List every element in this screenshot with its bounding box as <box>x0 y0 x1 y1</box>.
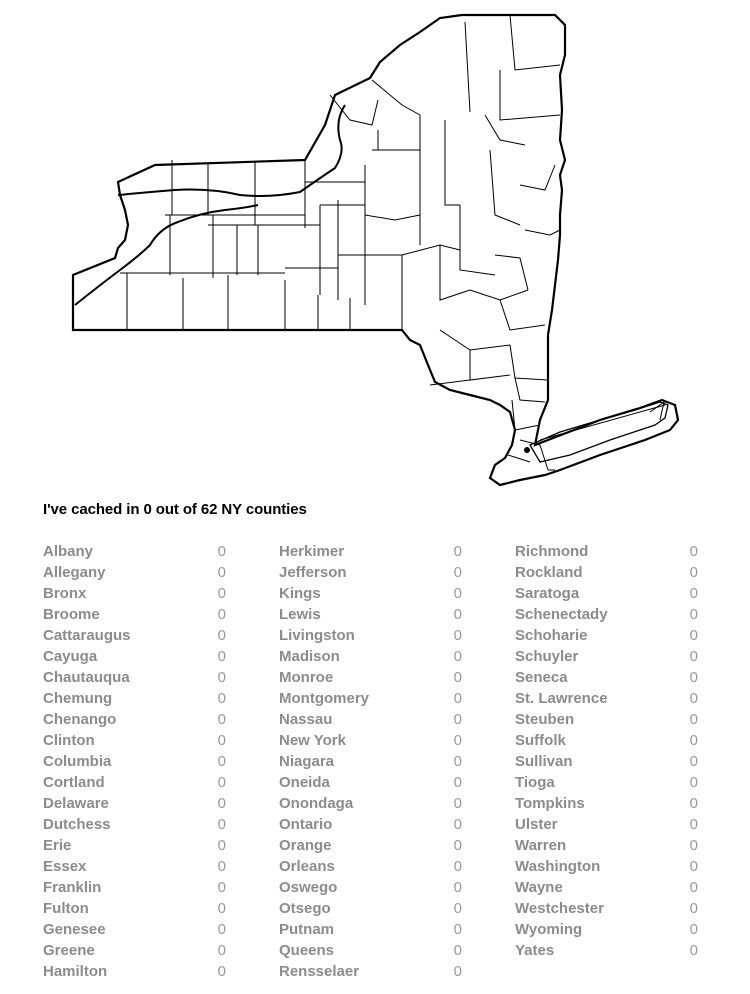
county-name: Essex <box>43 858 87 875</box>
county-count: 0 <box>217 585 226 602</box>
county-row <box>43 648 226 669</box>
county-name: Yates <box>515 942 555 959</box>
county-row <box>43 753 226 774</box>
county-row <box>515 711 698 732</box>
county-row <box>43 669 226 690</box>
county-row <box>515 816 698 837</box>
county-row <box>515 585 698 606</box>
county-row <box>515 732 698 753</box>
county-name: Wyoming <box>515 921 583 938</box>
county-row <box>515 774 698 795</box>
county-count: 0 <box>217 753 226 770</box>
county-count: 0 <box>689 879 698 896</box>
county-name: Herkimer <box>279 543 345 560</box>
county-row <box>279 816 462 837</box>
county-count: 0 <box>217 921 226 938</box>
county-count: 0 <box>453 837 462 854</box>
county-count: 0 <box>689 585 698 602</box>
county-name: Montgomery <box>279 690 369 707</box>
county-row <box>515 879 698 900</box>
county-name: New York <box>279 732 346 749</box>
county-count: 0 <box>689 837 698 854</box>
county-count: 0 <box>689 774 698 791</box>
county-name: Schenectady <box>515 606 608 623</box>
county-name: Kings <box>279 585 321 602</box>
county-row <box>279 732 462 753</box>
county-name: Orange <box>279 837 332 854</box>
county-count: 0 <box>453 942 462 959</box>
county-row <box>515 837 698 858</box>
county-count: 0 <box>689 648 698 665</box>
county-count: 0 <box>453 690 462 707</box>
county-count: 0 <box>689 669 698 686</box>
county-row <box>43 690 226 711</box>
county-row <box>43 942 226 963</box>
county-count: 0 <box>453 879 462 896</box>
county-row <box>515 921 698 942</box>
county-name: Cortland <box>43 774 105 791</box>
county-row <box>279 837 462 858</box>
county-count: 0 <box>453 732 462 749</box>
county-row <box>43 585 226 606</box>
county-count: 0 <box>217 606 226 623</box>
county-name: Broome <box>43 606 100 623</box>
county-name: Wayne <box>515 879 563 896</box>
long-island <box>530 402 668 462</box>
county-name: Cattaraugus <box>43 627 131 644</box>
county-name: Jefferson <box>279 564 347 581</box>
county-row <box>515 627 698 648</box>
county-name: Hamilton <box>43 963 108 980</box>
county-row <box>515 648 698 669</box>
county-row <box>43 816 226 837</box>
county-count: 0 <box>689 690 698 707</box>
county-count: 0 <box>453 564 462 581</box>
county-name: Fulton <box>43 900 89 917</box>
county-count: 0 <box>217 711 226 728</box>
county-row <box>279 774 462 795</box>
county-row <box>279 564 462 585</box>
county-row <box>515 606 698 627</box>
county-count: 0 <box>217 648 226 665</box>
county-row <box>279 858 462 879</box>
county-name: Columbia <box>43 753 112 770</box>
county-row <box>279 627 462 648</box>
county-name: Livingston <box>279 627 355 644</box>
county-row <box>279 690 462 711</box>
county-count: 0 <box>453 606 462 623</box>
county-name: Tompkins <box>515 795 585 812</box>
county-row <box>43 795 226 816</box>
county-column-2 <box>279 543 462 984</box>
county-row <box>43 837 226 858</box>
county-count: 0 <box>689 795 698 812</box>
county-count: 0 <box>217 816 226 833</box>
county-count: 0 <box>689 711 698 728</box>
county-count: 0 <box>217 837 226 854</box>
county-row <box>43 774 226 795</box>
county-name: Dutchess <box>43 816 111 833</box>
county-count: 0 <box>453 711 462 728</box>
county-count: 0 <box>453 858 462 875</box>
county-row <box>43 711 226 732</box>
county-name: Putnam <box>279 921 335 938</box>
county-name: Allegany <box>43 564 106 581</box>
county-count: 0 <box>217 627 226 644</box>
county-row <box>279 921 462 942</box>
county-name: Saratoga <box>515 585 580 602</box>
county-row <box>515 858 698 879</box>
county-count: 0 <box>453 774 462 791</box>
county-count: 0 <box>453 795 462 812</box>
county-name: Monroe <box>279 669 334 686</box>
county-count: 0 <box>689 732 698 749</box>
state-outline <box>73 15 678 485</box>
county-count: 0 <box>217 942 226 959</box>
county-row <box>43 879 226 900</box>
county-column-3 <box>515 543 698 963</box>
county-name: Albany <box>43 543 94 560</box>
county-count: 0 <box>689 816 698 833</box>
county-row <box>515 900 698 921</box>
county-count: 0 <box>689 921 698 938</box>
county-name: Tioga <box>515 774 555 791</box>
county-row <box>515 543 698 564</box>
county-row <box>279 543 462 564</box>
county-count: 0 <box>217 543 226 560</box>
county-row <box>279 711 462 732</box>
county-name: Cayuga <box>43 648 98 665</box>
county-name: Oswego <box>279 879 338 896</box>
county-row <box>43 732 226 753</box>
county-row <box>279 963 462 984</box>
county-boundaries <box>120 15 665 470</box>
county-count: 0 <box>453 585 462 602</box>
county-row <box>43 858 226 879</box>
county-count: 0 <box>453 627 462 644</box>
county-name: Genesee <box>43 921 106 938</box>
county-row <box>43 606 226 627</box>
county-name: Rensselaer <box>279 963 360 980</box>
county-count: 0 <box>217 774 226 791</box>
county-count: 0 <box>217 795 226 812</box>
county-name: Madison <box>279 648 340 665</box>
county-name: Delaware <box>43 795 109 812</box>
county-count: 0 <box>217 963 226 980</box>
county-count: 0 <box>453 921 462 938</box>
county-name: Chemung <box>43 690 113 707</box>
county-row <box>43 564 226 585</box>
county-name: Richmond <box>515 543 589 560</box>
county-count: 0 <box>217 564 226 581</box>
county-name: Suffolk <box>515 732 566 749</box>
county-count: 0 <box>217 879 226 896</box>
county-row <box>515 690 698 711</box>
county-count: 0 <box>689 858 698 875</box>
nyc-marker <box>524 447 530 453</box>
cache-summary-heading: I've cached in 0 out of 62 NY counties <box>43 501 307 518</box>
county-count: 0 <box>689 606 698 623</box>
county-name: Chautauqua <box>43 669 130 686</box>
county-count: 0 <box>217 690 226 707</box>
county-name: Ulster <box>515 816 558 833</box>
county-row <box>43 963 226 984</box>
county-count: 0 <box>689 627 698 644</box>
county-count: 0 <box>217 858 226 875</box>
county-count: 0 <box>453 963 462 980</box>
county-name: Niagara <box>279 753 335 770</box>
county-count: 0 <box>453 669 462 686</box>
county-row <box>279 669 462 690</box>
county-row <box>515 564 698 585</box>
county-name: Otsego <box>279 900 331 917</box>
county-row <box>43 627 226 648</box>
county-row <box>43 543 226 564</box>
county-name: Chenango <box>43 711 117 728</box>
county-row <box>279 648 462 669</box>
county-row <box>279 900 462 921</box>
county-row <box>515 669 698 690</box>
county-name: Steuben <box>515 711 575 728</box>
county-name: Warren <box>515 837 567 854</box>
county-name: Oneida <box>279 774 330 791</box>
county-count: 0 <box>453 648 462 665</box>
county-row <box>279 585 462 606</box>
county-row <box>279 753 462 774</box>
county-row <box>279 606 462 627</box>
county-row <box>515 753 698 774</box>
county-count: 0 <box>217 732 226 749</box>
county-column-1 <box>43 543 226 984</box>
county-name: Sullivan <box>515 753 573 770</box>
county-name: Ontario <box>279 816 333 833</box>
county-name: Onondaga <box>279 795 354 812</box>
county-count: 0 <box>689 753 698 770</box>
county-name: Clinton <box>43 732 95 749</box>
county-count: 0 <box>453 816 462 833</box>
county-count: 0 <box>217 669 226 686</box>
county-name: Queens <box>279 942 335 959</box>
county-name: Seneca <box>515 669 568 686</box>
county-name: Rockland <box>515 564 583 581</box>
county-count: 0 <box>217 900 226 917</box>
county-row <box>515 942 698 963</box>
county-name: Lewis <box>279 606 321 623</box>
county-name: Bronx <box>43 585 87 602</box>
county-name: Washington <box>515 858 601 875</box>
county-name: Schoharie <box>515 627 588 644</box>
county-count: 0 <box>453 900 462 917</box>
county-count: 0 <box>689 900 698 917</box>
county-name: Erie <box>43 837 72 854</box>
county-name: Franklin <box>43 879 102 896</box>
county-name: Greene <box>43 942 95 959</box>
county-count: 0 <box>689 564 698 581</box>
county-name: Schuyler <box>515 648 579 665</box>
county-row <box>279 795 462 816</box>
county-row <box>515 795 698 816</box>
county-row <box>43 900 226 921</box>
county-row <box>279 879 462 900</box>
county-row <box>279 942 462 963</box>
county-count: 0 <box>689 942 698 959</box>
county-name: Orleans <box>279 858 335 875</box>
county-name: Nassau <box>279 711 333 728</box>
county-row <box>43 921 226 942</box>
ny-county-map <box>0 0 750 495</box>
county-count: 0 <box>453 543 462 560</box>
county-count: 0 <box>453 753 462 770</box>
county-name: Westchester <box>515 900 604 917</box>
county-count: 0 <box>689 543 698 560</box>
county-name: St. Lawrence <box>515 690 608 707</box>
